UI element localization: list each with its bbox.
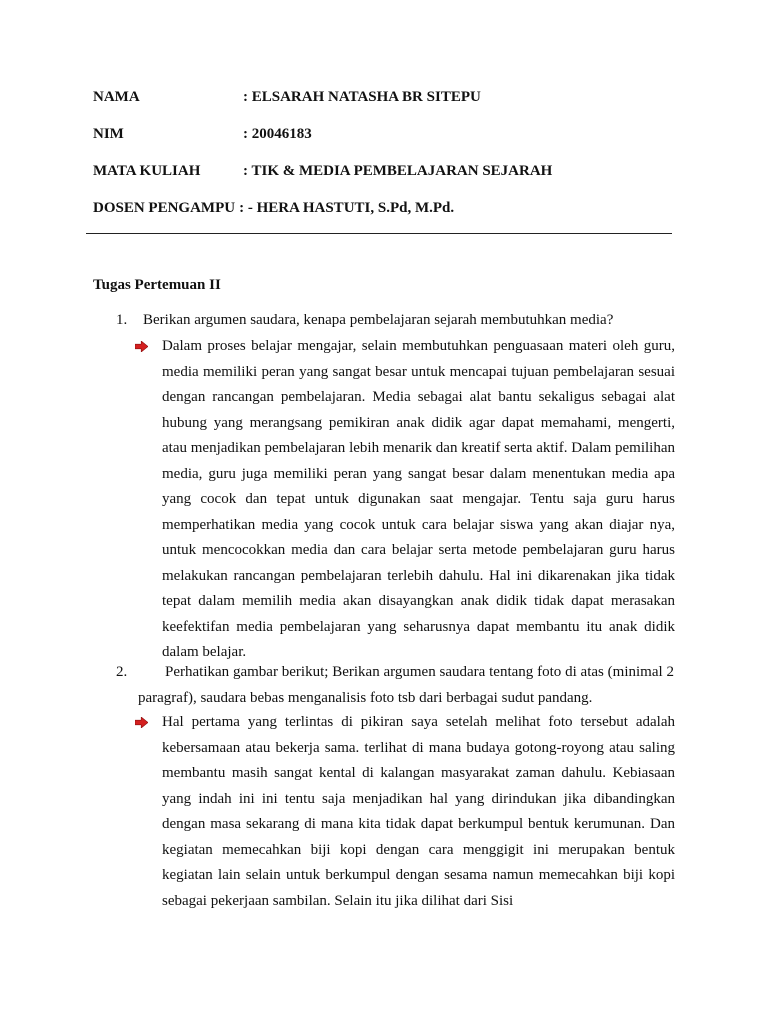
info-value-nim: : 20046183 [243, 126, 312, 142]
info-label-name: NAMA [93, 89, 140, 105]
header-divider [86, 233, 672, 234]
answer-2-text: Hal pertama yang terlintas di pikiran saya setelah melihat foto tersebut adalah kebersamaan atau bekerja sama. terlihat di mana budaya gotong-royong atau saling membantu masih sangat kental di kalangan masyarakat zaman dahulu. Kebiasaan yang indah ini ini tentu saja menjadikan hal yang dirindukan jika dibandingkan dengan masa sekarang di mana kita tidak dapat berkumpul bentuk kerumunan. Dan kegiatan memecahkan biji kopi dengan cara menggigit ini merupakan bentuk kegiatan lain selain untuk berkumpul dengan sesama namun memecahkan biji kopi sebagai pekerjaan sambilan. Selain itu jika dilihat dari Sisi [162, 714, 675, 909]
question-1-text: Berikan argumen saudara, kenapa pembelajaran sejarah membutuhkan media? [143, 312, 614, 328]
info-row-lecturer [93, 199, 454, 217]
info-row-course [93, 162, 552, 180]
answer-2 [135, 710, 675, 920]
question-2-wrap [138, 660, 674, 711]
info-label-lecturer: DOSEN PENGAMPU [93, 200, 236, 216]
info-row-name [93, 88, 481, 106]
info-value-lecturer: : - HERA HASTUTI, S.Pd, M.Pd. [239, 200, 455, 216]
info-label-nim: NIM [93, 126, 124, 142]
question-2-text: Perhatikan gambar berikut; Berikan argumen saudara tentang foto di atas (minimal 2 paragraf), saudara bebas menganalisis foto tsb dari berbagai sudut pandang. [138, 664, 674, 706]
info-value-name: : ELSARAH NATASHA BR SITEPU [243, 89, 481, 105]
red-arrow-icon [135, 341, 148, 352]
red-arrow-icon [135, 717, 148, 728]
question-2-number: 2. [116, 664, 128, 680]
assignment-title: Tugas Pertemuan II [93, 277, 221, 293]
answer-1-text: Dalam proses belajar mengajar, selain membutuhkan penguasaan materi oleh guru, media memiliki peran yang sangat besar untuk mencapai tujuan pembelajaran sesuai dengan rancangan pembelajaran. Media sebagai alat bantu sekaligus sebagai alat hubung yang merangsang pemikiran anak didik agar dapat memahami, mengerti, atau menjadikan pembelajaran lebih menarik dan kreatif serta aktif. Dalam pemilihan media, guru juga memiliki peran yang sangat besar dalam menentukan media apa yang cocok dan tepat untuk digunakan saat mengajar. Tentu saja guru harus memperhatikan media yang cocok untuk cara belajar siswa yang akan diajar nya, untuk mencocokkan media dan cara belajar serta metode pembelajaran guru harus melakukan rancangan pembelajaran terlebih dahulu. Hal ini dikarenakan jika tidak tepat dalam memilih media akan disayangkan anak didik tidak dapat merasakan keefektifan media pembelajaran yang seharusnya dapat membantu itu anak didik dalam belajar. [162, 338, 675, 660]
question-1-number: 1. [116, 312, 128, 328]
answer-1 [135, 334, 675, 664]
info-value-course: : TIK & MEDIA PEMBELAJARAN SEJARAH [243, 163, 553, 179]
info-label-course: MATA KULIAH [93, 163, 201, 179]
info-row-nim [93, 125, 312, 143]
